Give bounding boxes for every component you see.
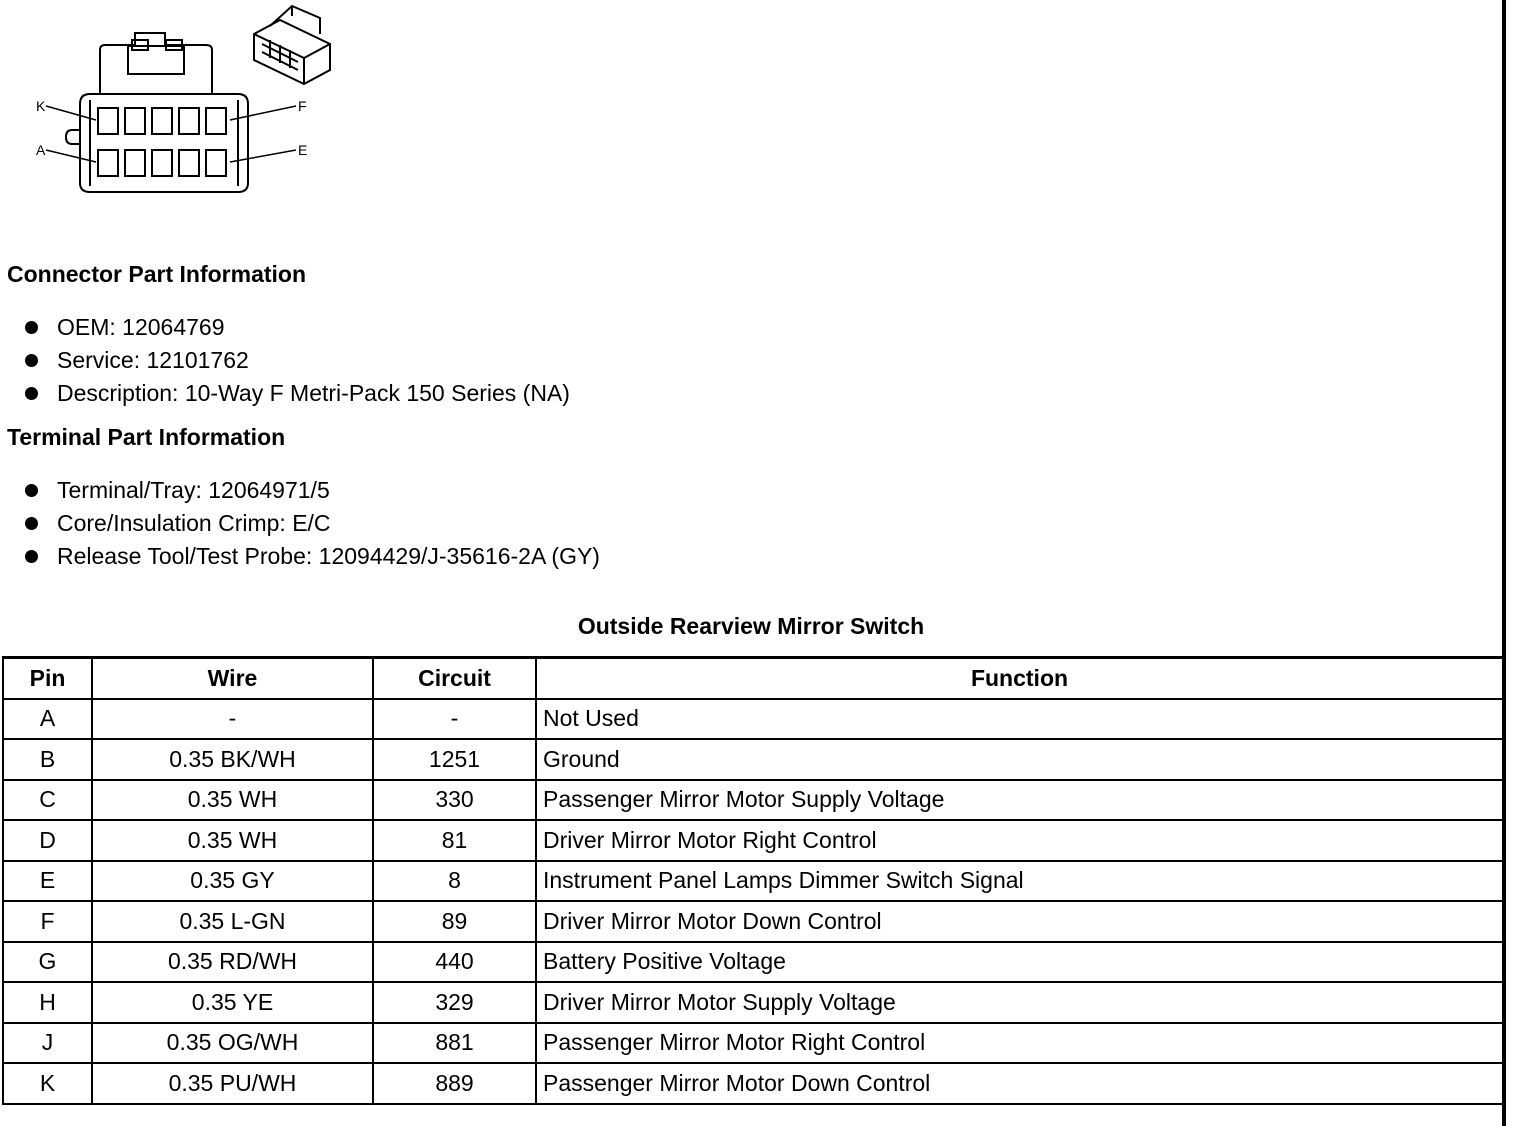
cell-function: Not Used [536, 699, 1503, 740]
cell-wire: 0.35 YE [92, 982, 373, 1023]
list-item: Terminal/Tray: 12064971/5 [24, 474, 600, 507]
pin-label-a: A [36, 142, 46, 158]
connector-info-title: Connector Part Information [7, 261, 307, 287]
cell-wire: 0.35 WH [92, 820, 373, 861]
cell-pin: H [3, 982, 92, 1023]
cell-wire: 0.35 BK/WH [92, 739, 373, 780]
cell-function: Passenger Mirror Motor Down Control [536, 1063, 1503, 1104]
cell-wire: 0.35 OG/WH [92, 1023, 373, 1064]
cell-function: Battery Positive Voltage [536, 942, 1503, 983]
bullet-icon [25, 354, 38, 367]
cell-pin: B [3, 739, 92, 780]
cell-circuit: 81 [373, 820, 536, 861]
cell-function: Passenger Mirror Motor Right Control [536, 1023, 1503, 1064]
header-function: Function [536, 658, 1503, 699]
bullet-icon [25, 387, 38, 400]
cell-wire: 0.35 WH [92, 780, 373, 821]
bullet-icon [25, 517, 38, 530]
list-item: OEM: 12064769 [24, 311, 570, 344]
pin-label-f: F [298, 98, 307, 114]
cell-pin: E [3, 861, 92, 902]
cell-function: Driver Mirror Motor Supply Voltage [536, 982, 1503, 1023]
cell-pin: J [3, 1023, 92, 1064]
pin-label-k: K [36, 98, 46, 114]
table-title: Outside Rearview Mirror Switch [577, 613, 925, 639]
terminal-info-title: Terminal Part Information [7, 424, 286, 450]
cell-circuit: 889 [373, 1063, 536, 1104]
pinout-table [2, 656, 1504, 1105]
header-circuit: Circuit [373, 658, 536, 699]
cell-pin: G [3, 942, 92, 983]
list-item: Description: 10-Way F Metri-Pack 150 Series (NA) [24, 377, 570, 410]
table-row [3, 942, 1503, 983]
cell-function: Instrument Panel Lamps Dimmer Switch Signal [536, 861, 1503, 902]
cell-circuit: - [373, 699, 536, 740]
table-header-row [3, 658, 1503, 699]
cell-pin: C [3, 780, 92, 821]
table-row [3, 739, 1503, 780]
cell-circuit: 89 [373, 901, 536, 942]
pin-label-e: E [298, 142, 308, 158]
cell-function: Passenger Mirror Motor Supply Voltage [536, 780, 1503, 821]
cell-pin: K [3, 1063, 92, 1104]
table-row [3, 1063, 1503, 1104]
cell-function: Driver Mirror Motor Down Control [536, 901, 1503, 942]
cell-circuit: 440 [373, 942, 536, 983]
connector-face-diagram [30, 0, 350, 200]
list-item: Release Tool/Test Probe: 12094429/J-35616-2A (GY) [24, 540, 600, 573]
table-row [3, 780, 1503, 821]
bullet-icon [25, 321, 38, 334]
connector-info-list [24, 311, 570, 410]
header-wire: Wire [92, 658, 373, 699]
cell-circuit: 329 [373, 982, 536, 1023]
table-row [3, 901, 1503, 942]
list-item: Core/Insulation Crimp: E/C [24, 507, 600, 540]
table-row [3, 1023, 1503, 1064]
cell-function: Driver Mirror Motor Right Control [536, 820, 1503, 861]
cell-circuit: 8 [373, 861, 536, 902]
cell-wire: 0.35 RD/WH [92, 942, 373, 983]
cell-wire: - [92, 699, 373, 740]
table-row [3, 861, 1503, 902]
cell-circuit: 330 [373, 780, 536, 821]
cell-wire: 0.35 PU/WH [92, 1063, 373, 1104]
table-row [3, 699, 1503, 740]
header-pin: Pin [3, 658, 92, 699]
list-item: Service: 12101762 [24, 344, 570, 377]
cell-pin: A [3, 699, 92, 740]
bullet-icon [25, 550, 38, 563]
table-row [3, 982, 1503, 1023]
cell-circuit: 881 [373, 1023, 536, 1064]
cell-wire: 0.35 GY [92, 861, 373, 902]
cell-circuit: 1251 [373, 739, 536, 780]
cell-pin: F [3, 901, 92, 942]
terminal-info-list [24, 474, 600, 573]
table-row [3, 820, 1503, 861]
bullet-icon [25, 484, 38, 497]
cell-wire: 0.35 L-GN [92, 901, 373, 942]
cell-pin: D [3, 820, 92, 861]
cell-function: Ground [536, 739, 1503, 780]
